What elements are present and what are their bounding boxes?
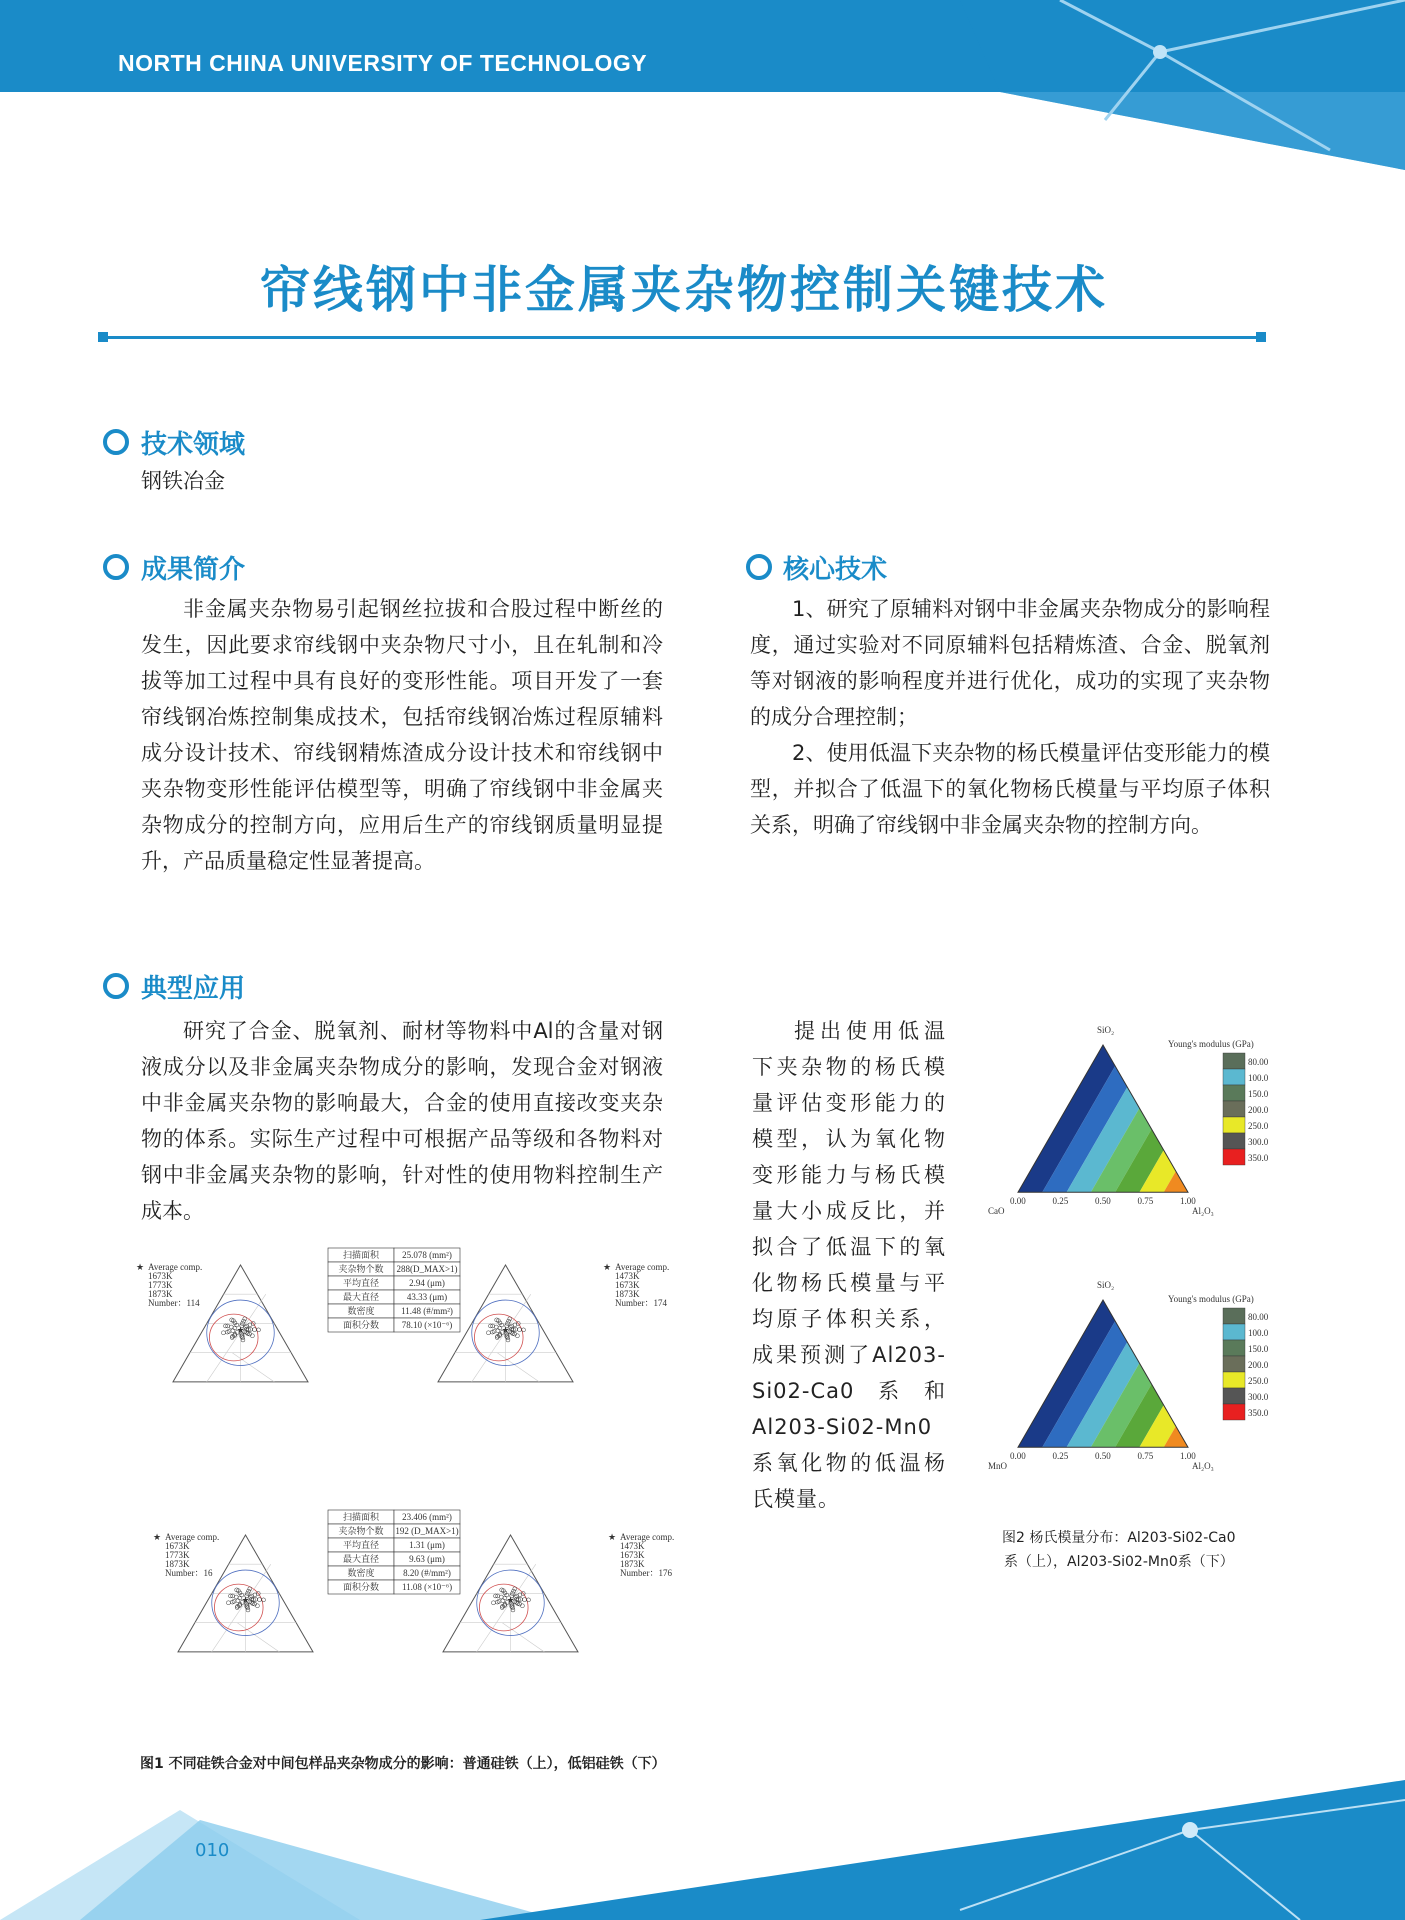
legend-entry: 1873K <box>148 1289 173 1299</box>
table-value: 8.20 (#/mm²) <box>403 1568 451 1578</box>
table-label: 夹杂物个数 <box>338 1526 384 1536</box>
data-point <box>221 1331 225 1335</box>
legend-value: 100.0 <box>1248 1073 1268 1083</box>
table-value: 43.33 (μm) <box>406 1292 448 1302</box>
legend-swatch <box>1223 1053 1245 1069</box>
youngs-modulus-map-top <box>988 1025 1268 1216</box>
legend-swatch <box>1223 1308 1245 1324</box>
table-value: 78.10 (×10⁻⁶) <box>401 1320 453 1330</box>
legend-value: 80.00 <box>1248 1057 1268 1067</box>
legend-star: ★ <box>136 1262 145 1272</box>
youngs-modulus-map-bottom <box>988 1280 1268 1471</box>
legend-title: Young's modulus (GPa) <box>1168 1294 1254 1304</box>
average-comp-star: ★ <box>241 1594 250 1605</box>
table-value: 1.31 (μm) <box>409 1540 445 1550</box>
legend-swatch <box>1223 1372 1245 1388</box>
table-label: 平均直径 <box>342 1278 380 1288</box>
ternary-plot-b <box>438 1262 669 1382</box>
page-title: 帘线钢中非金属夹杂物控制关键技术 <box>260 261 1108 319</box>
table-value: 192 (D_MAX>1) <box>395 1526 459 1536</box>
legend-entry: 1873K <box>165 1559 190 1569</box>
table-label: 最大直径 <box>342 1554 380 1564</box>
data-point <box>517 1328 521 1332</box>
grid-line <box>502 1623 544 1652</box>
data-point <box>496 1329 500 1333</box>
legend-value: 150.0 <box>1248 1089 1268 1099</box>
field-text: 钢铁冶金 <box>141 469 225 493</box>
legend-entry: 1673K <box>165 1541 190 1551</box>
figure-1-ternary-plots <box>128 1245 688 1745</box>
table-label: 扫描面积 <box>342 1250 380 1260</box>
data-point <box>243 1317 247 1321</box>
legend-value: 200.0 <box>1248 1105 1268 1115</box>
figure-2-caption-line2: 系（上），Al203-Si02-Mn0系（下） <box>1004 1554 1234 1570</box>
data-point <box>226 1601 230 1605</box>
average-comp-star: ★ <box>506 1594 515 1605</box>
data-point <box>486 1331 490 1335</box>
tick-label: 0.75 <box>1137 1451 1154 1462</box>
tick-label: 0.50 <box>1095 1451 1111 1462</box>
header-wedge-light <box>1000 92 1405 170</box>
legend-entry: 1773K <box>165 1550 190 1560</box>
section-title-core: 核心技术 <box>783 555 888 585</box>
table-value: 2.94 (μm) <box>409 1278 445 1288</box>
tick-label: 1.00 <box>1180 1451 1196 1462</box>
data-point <box>491 1601 495 1605</box>
table-label: 数密度 <box>347 1568 375 1578</box>
application-text: 研究了合金、脱氧剂、耐材等物料中Al的含量对钢液成分以及非金属夹杂物成分的影响，发现合金对钢液中非金属夹杂物的影响最大，合金的使用直接改变夹杂物的体系。实际生产过程中可根据产品等级和各物料对钢中非金属夹杂物的影响，针对性的使用物料控制生产成本。 <box>141 1019 663 1223</box>
figure-1-caption: 图1 不同硅铁合金对中间包样品夹杂物成分的影响：普通硅铁（上），低铝硅铁（下） <box>140 1756 666 1772</box>
average-comp-star: ★ <box>236 1324 245 1335</box>
ternary-plot-c <box>153 1532 313 1652</box>
table-value: 11.08 (×10⁻⁶) <box>401 1582 453 1592</box>
legend-star: ★ <box>608 1532 617 1542</box>
legend-swatch <box>1223 1101 1245 1117</box>
stats-table-top <box>328 1248 460 1332</box>
axis-top-label: SiO₂ <box>1097 1025 1115 1035</box>
average-comp-star: ★ <box>501 1324 510 1335</box>
legend-value: 100.0 <box>1248 1328 1268 1338</box>
data-point <box>236 1599 240 1603</box>
data-point <box>257 1598 261 1602</box>
legend-swatch <box>1223 1117 1245 1133</box>
table-value: 9.63 (μm) <box>409 1554 445 1564</box>
table-value: 25.078 (mm²) <box>402 1250 452 1260</box>
core-text-1: 1、研究了原辅料对钢中非金属夹杂物成分的影响程度，通过实验对不同原辅料包括精炼渣、合金、脱氧剂等对钢液的影响程度并进行优化，成功的实现了夹杂物的成分合理控制； <box>750 597 1270 729</box>
legend-swatch <box>1223 1069 1245 1085</box>
table-label: 面积分数 <box>342 1320 380 1330</box>
table-value: 288(D_MAX>1) <box>396 1264 458 1274</box>
legend-star: ★ <box>153 1532 162 1542</box>
table-label: 最大直径 <box>342 1292 380 1302</box>
data-point <box>507 1319 511 1323</box>
legend-value: 200.0 <box>1248 1360 1268 1370</box>
application-side-text: 提出使用低温下夹杂物的杨氏模量评估变形能力的模型，认为氧化物变形能力与杨氏模量大小成反比，并拟合了低温下的氧化物杨氏模量与平均原子体积关系，成果预测了Al203-Si02-Ca0系和Al203-Si02-Mn0系氧化物的低温杨氏模量。 <box>752 1019 946 1511</box>
legend-swatch <box>1223 1356 1245 1372</box>
legend-entry: 1873K <box>615 1289 640 1299</box>
legend-swatch <box>1223 1388 1245 1404</box>
legend-swatch <box>1223 1133 1245 1149</box>
table-value: 23.406 (mm²) <box>402 1512 452 1522</box>
legend-entry: Number：174 <box>615 1298 667 1308</box>
figure-2-caption-line1: 图2 杨氏模量分布：Al203-Si02-Ca0 <box>1002 1530 1236 1546</box>
legend-swatch <box>1223 1404 1245 1420</box>
axis-right-label: Al₂O₃ <box>1192 1461 1214 1472</box>
legend-star: ★ <box>603 1262 612 1272</box>
axis-right-label: Al₂O₃ <box>1192 1206 1214 1217</box>
ternary-plot-d <box>443 1532 674 1652</box>
legend-entry: Average comp. <box>165 1532 220 1542</box>
network-node <box>1153 45 1167 59</box>
legend-entry: Average comp. <box>620 1532 675 1542</box>
title-rule-cap-left <box>98 332 108 342</box>
section-bullet-icon <box>103 554 129 580</box>
core-text-2: 2、使用低温下夹杂物的杨氏模量评估变形能力的模型，并拟合了低温下的氧化物杨氏模量与平均原子体积关系，明确了帘线钢中非金属夹杂物的控制方向。 <box>750 741 1270 837</box>
data-point <box>513 1587 517 1591</box>
data-point <box>522 1598 526 1602</box>
table-label: 扫描面积 <box>342 1512 380 1522</box>
legend-swatch <box>1223 1149 1245 1165</box>
tick-label: 0.00 <box>1010 1196 1026 1207</box>
table-label: 夹杂物个数 <box>338 1264 384 1274</box>
tick-label: 0.75 <box>1137 1196 1154 1207</box>
legend-value: 80.00 <box>1248 1312 1268 1322</box>
axis-left-label: MnO <box>988 1461 1008 1472</box>
data-point <box>242 1319 246 1323</box>
legend-entry: Average comp. <box>148 1262 203 1272</box>
section-title-field: 技术领域 <box>141 430 246 460</box>
data-point <box>501 1599 505 1603</box>
data-point <box>248 1587 252 1591</box>
data-point <box>508 1317 512 1321</box>
axis-top-label: SiO₂ <box>1097 1280 1115 1290</box>
tick-label: 0.25 <box>1052 1196 1069 1207</box>
legend-entry: 1673K <box>148 1271 173 1281</box>
legend-value: 300.0 <box>1248 1137 1268 1147</box>
figure-2 <box>968 1015 1268 1515</box>
section-title-summary: 成果简介 <box>141 555 246 585</box>
legend-value: 350.0 <box>1248 1153 1268 1163</box>
legend-title: Young's modulus (GPa) <box>1168 1039 1254 1049</box>
legend-entry: Number：16 <box>165 1568 213 1578</box>
title-rule-cap-right <box>1256 332 1266 342</box>
section-bullet-icon <box>103 973 129 999</box>
legend-value: 250.0 <box>1248 1376 1268 1386</box>
legend-entry: 1473K <box>615 1271 640 1281</box>
legend-entry: 1873K <box>620 1559 645 1569</box>
tick-label: 0.25 <box>1052 1451 1069 1462</box>
header-decoration <box>0 0 1405 180</box>
grid-line <box>232 1353 274 1382</box>
tick-label: 0.50 <box>1095 1196 1111 1207</box>
footer-wedge-dark <box>480 1780 1405 1920</box>
tick-label: 0.00 <box>1010 1451 1026 1462</box>
summary-text: 非金属夹杂物易引起钢丝拉拔和合股过程中断丝的发生，因此要求帘线钢中夹杂物尺寸小，且在轧制和冷拔等加工过程中具有良好的变形性能。项目开发了一套帘线钢冶炼控制集成技术，包括帘线钢冶炼过程原辅料成分设计技术、帘线钢精炼渣成分设计技术和帘线钢中夹杂物变形性能评估模型等，明确了帘线钢中非金属夹杂物成分的控制方向，应用后生产的帘线钢质量明显提升，产品质量稳定性显著提高。 <box>141 597 663 873</box>
legend-swatch <box>1223 1324 1245 1340</box>
university-name: NORTH CHINA UNIVERSITY OF TECHNOLOGY <box>118 50 648 76</box>
legend-swatch <box>1223 1085 1245 1101</box>
legend-swatch <box>1223 1340 1245 1356</box>
title-rule <box>100 336 1264 339</box>
legend-value: 250.0 <box>1248 1121 1268 1131</box>
section-bullet-icon <box>746 554 772 580</box>
table-label: 数密度 <box>347 1306 375 1316</box>
legend-value: 300.0 <box>1248 1392 1268 1402</box>
legend-entry: 1473K <box>620 1541 645 1551</box>
figure-2-youngs-modulus-maps <box>968 1015 1268 1515</box>
table-label: 平均直径 <box>342 1540 380 1550</box>
table-label: 面积分数 <box>342 1582 380 1592</box>
legend-entry: 1773K <box>148 1280 173 1290</box>
stats-table-bottom <box>328 1510 460 1594</box>
axis-left-label: CaO <box>988 1206 1005 1217</box>
ternary-plot-a <box>136 1262 308 1382</box>
tick-label: 1.00 <box>1180 1196 1196 1207</box>
legend-value: 350.0 <box>1248 1408 1268 1418</box>
grid-line <box>237 1623 279 1652</box>
legend-entry: Number：114 <box>148 1298 200 1308</box>
legend-entry: Average comp. <box>615 1262 670 1272</box>
section-title-application: 典型应用 <box>141 974 246 1004</box>
legend-entry: Number：176 <box>620 1568 672 1578</box>
section-bullet-icon <box>103 429 129 455</box>
legend-entry: 1673K <box>620 1550 645 1560</box>
data-point <box>512 1589 516 1593</box>
legend-value: 150.0 <box>1248 1344 1268 1354</box>
grid-line <box>497 1353 539 1382</box>
data-point <box>252 1328 256 1332</box>
data-point <box>247 1589 251 1593</box>
figure-1 <box>128 1245 688 1745</box>
footer-network-node <box>1182 1822 1198 1838</box>
table-value: 11.48 (#/mm²) <box>401 1306 453 1316</box>
legend-entry: 1673K <box>615 1280 640 1290</box>
data-point <box>231 1329 235 1333</box>
page-number: 010 <box>195 1840 230 1861</box>
